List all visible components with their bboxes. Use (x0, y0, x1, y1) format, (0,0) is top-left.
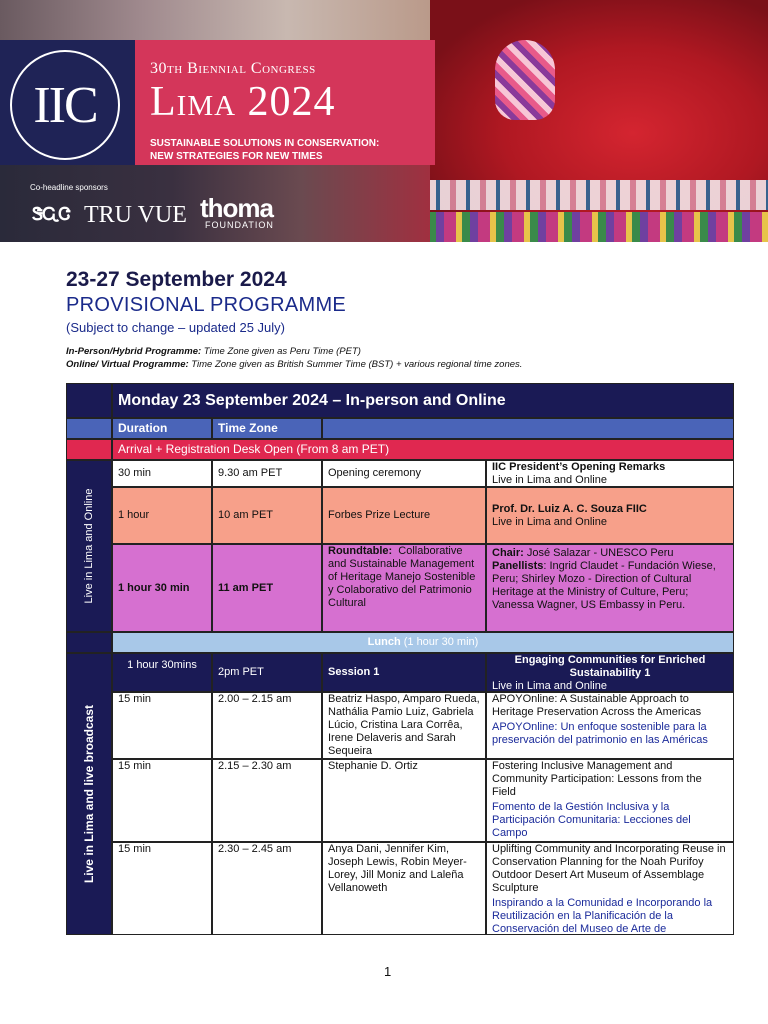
table-cell-talk (486, 842, 734, 935)
session-sub: Live in Lima and Online (492, 680, 607, 692)
textile-hem-pattern (410, 212, 768, 242)
lunch-sub: (1 hour 30 min) (400, 636, 479, 648)
event-dates: 23-27 September 2024 (66, 268, 287, 291)
sponsor-logo-truvue: TRU VUE (84, 202, 187, 228)
arrival-row (112, 439, 734, 460)
table-cell-event (322, 544, 486, 632)
table-cell-detail (486, 460, 734, 487)
iic-logo (10, 50, 120, 160)
textile-photo (430, 0, 768, 242)
table-cell-authors: Beatriz Haspo, Amparo Rueda, Nathália Pamio Luiz, Gabriela Lúcio, Cristina Lara Corrêa, Irene Delaveris and Sarah Sequeira (322, 692, 486, 759)
table-cell-event: Opening ceremony (322, 460, 486, 487)
talk-title-es: Inspirando a la Comunidad e Incorporando la Reutilización en la Planificación de la Conservación del Museo de Arte de (492, 897, 713, 935)
textile-pompom (495, 40, 555, 120)
table-cell-time: 9.30 am PET (212, 460, 322, 487)
sponsor-logo-thoma: thoma (200, 193, 273, 223)
congress-banner (0, 0, 768, 242)
table-cell-time: 2.30 – 2.45 am (212, 842, 322, 935)
sponsor-logo-1: ᏕᏩᏣ (32, 204, 70, 224)
programme-subtitle: (Subject to change – updated 25 July) (66, 320, 285, 335)
event-text: Collaborative and Sustainable Management of Heritage Manejo Sostenible y Colaborativo del Patrimonio Cultural (328, 545, 479, 609)
session-detail (486, 653, 734, 692)
timezone-note-online (66, 359, 522, 370)
table-cell-event: Forbes Prize Lecture (322, 487, 486, 544)
congress-subtitle: 30th Biennial Congress (150, 60, 316, 77)
panellists-label: Panellists (492, 560, 544, 572)
side-label-live-broadcast (66, 653, 112, 935)
congress-title: Lima 2024 (150, 79, 336, 125)
day-title-spacer (66, 383, 112, 418)
col-header-blank (322, 418, 734, 439)
table-cell-authors: Stephanie D. Ortiz (322, 759, 486, 842)
lunch-row (112, 632, 734, 653)
table-cell-duration: 30 min (112, 460, 212, 487)
chair-name: José Salazar - UNESCO Peru (523, 547, 674, 559)
table-cell-duration: 1 hour 30 min (112, 544, 212, 632)
detail-sub: Live in Lima and Online (492, 474, 607, 486)
programme-title: PROVISIONAL PROGRAMME (66, 294, 347, 316)
iic-logo-text: IIC (33, 76, 97, 134)
arrival-spacer (66, 439, 112, 460)
col-header-duration: Duration (112, 418, 212, 439)
table-cell-talk (486, 692, 734, 759)
table-cell-detail (486, 544, 734, 632)
arrival-main: Arrival + Registration Desk Open (118, 442, 294, 456)
table-cell-authors: Anya Dani, Jennifer Kim, Joseph Lewis, Robin Meyer-Lorey, Jill Moniz and Laleña Vellanoweth (322, 842, 486, 935)
session-time: 2pm PET (212, 653, 322, 692)
congress-tagline (150, 137, 379, 163)
session-name: Session 1 (322, 653, 486, 692)
table-cell-time: 2.15 – 2.30 am (212, 759, 322, 842)
detail-title: Prof. Dr. Luiz A. C. Souza FIIC (492, 503, 647, 515)
tz-online-text: Time Zone given as British Summer Time (BST) + various regional time zones. (188, 359, 523, 370)
table-cell-duration: 15 min (112, 692, 212, 759)
talk-title-es: Fomento de la Gestión Inclusiva y la Participación Comunitaria: Lecciones del Campo (492, 801, 691, 839)
table-cell-duration: 1 hour (112, 487, 212, 544)
arrival-sub: (From 8 am PET) (293, 442, 390, 456)
detail-title: IIC President’s Opening Remarks (492, 461, 666, 473)
page-number: 1 (384, 964, 392, 979)
banner-photo-strip (0, 0, 430, 40)
session-duration: 1 hour 30mins (112, 653, 212, 692)
side-label-2-text: Live in Lima and live broadcast (82, 704, 96, 884)
talk-title-es: APOYOnline: Un enfoque sostenible para la preservación del patrimonio en las Américas (492, 721, 708, 746)
side-label-live-online (66, 460, 112, 632)
table-cell-detail (486, 487, 734, 544)
table-cell-talk (486, 759, 734, 842)
timezone-note-inperson (66, 346, 361, 357)
talk-title-en: Uplifting Community and Incorporating Reuse in Conservation Planning for the Noah Purifoy Outdoor Desert Art Museum of Assemblage Sculpture (492, 843, 726, 894)
talk-title-en: APOYOnline: A Sustainable Approach to Heritage Preservation Across the Americas (492, 693, 702, 718)
programme-table (66, 383, 734, 935)
lunch-main: Lunch (367, 636, 401, 648)
day-title: Monday 23 September 2024 – In-person and Online (112, 383, 734, 418)
event-bold: Roundtable: (328, 545, 393, 557)
talk-title-en: Fostering Inclusive Management and Community Participation: Lessons from the Field (492, 760, 702, 798)
header-spacer (66, 418, 112, 439)
tz-online-label: Online/ Virtual Programme: (66, 359, 189, 370)
tagline-line-2: NEW STRATEGIES FOR NEW TIMES (150, 151, 323, 162)
panellists-names: : Ingrid Claudet - Fundación Wiese, Peru; Shirley Mozo - Direction of Cultural Heritage at the Ministry of Culture, Peru; Vanessa Wagner, US Embassy in Peru. (492, 560, 716, 611)
table-cell-time: 11 am PET (212, 544, 322, 632)
session-title: Engaging Communities for Enriched Sustainability 1 (514, 654, 706, 679)
table-cell-time: 2.00 – 2.15 am (212, 692, 322, 759)
lunch-spacer (66, 632, 112, 653)
side-label-1-text: Live in Lima and Online (83, 488, 95, 604)
table-cell-time: 10 am PET (212, 487, 322, 544)
tagline-line-1: SUSTAINABLE SOLUTIONS IN CONSERVATION: (150, 138, 380, 149)
tz-inperson-label: In-Person/Hybrid Programme: (66, 346, 202, 357)
tz-inperson-text: Time Zone given as Peru Time (PET) (201, 346, 361, 357)
detail-sub: Live in Lima and Online (492, 516, 607, 528)
chair-label: Chair: (492, 547, 524, 559)
textile-hem (410, 180, 768, 210)
table-cell-duration: 15 min (112, 842, 212, 935)
col-header-timezone: Time Zone (212, 418, 322, 439)
table-cell-duration: 15 min (112, 759, 212, 842)
cosponsor-label: Co-headline sponsors (30, 183, 108, 192)
sponsor-logo-thoma-sub: FOUNDATION (205, 220, 274, 230)
